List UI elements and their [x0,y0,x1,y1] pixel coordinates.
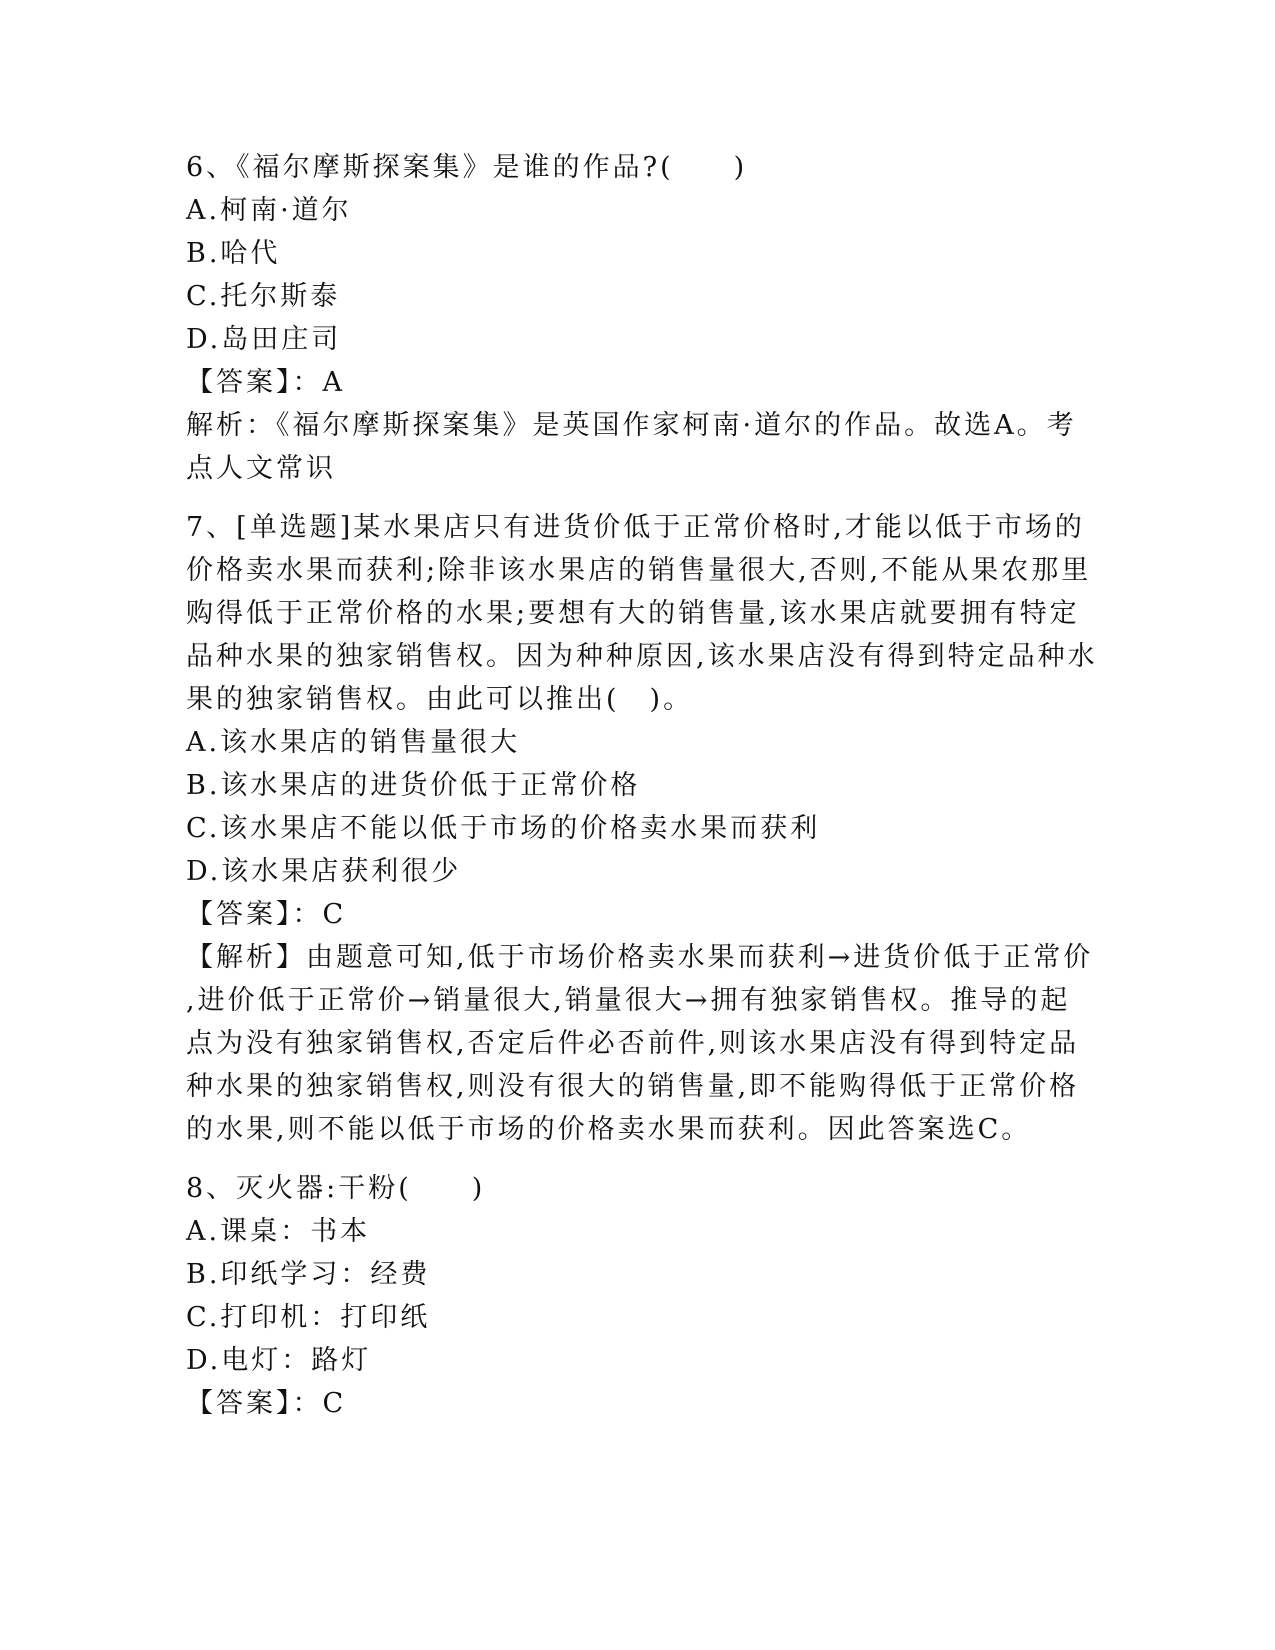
document-page [186,146,1098,1425]
answer: 【答案】：C [186,899,347,930]
option-c: C.该水果店不能以低于市场的价格卖水果而获利 [186,813,821,844]
question-stem-line: 价格卖水果而获利;除非该水果店的销售量很大,否则,不能从果农那里 [186,555,1092,586]
option-c: C.托尔斯泰 [186,281,341,312]
question-stem-line: 果的独家销售权。由此可以推出( )。 [186,684,694,715]
question-stem-line: 品种水果的独家销售权。因为种种原因,该水果店没有得到特定品种水 [186,641,1098,672]
option-a: A.该水果店的销售量很大 [186,727,521,758]
analysis-line: 点为没有独家销售权,否定后件必否前件,则该水果店没有得到特定品 [186,1028,1080,1059]
question-7 [186,506,1098,1151]
question-6 [186,146,1086,490]
option-a: A.柯南·道尔 [186,195,352,226]
option-b: B.该水果店的进货价低于正常价格 [186,770,641,801]
option-b: B.哈代 [186,238,281,269]
question-stem: 6、《福尔摩斯探案集》是谁的作品?( ) [186,152,748,183]
question-8 [186,1167,1086,1425]
analysis-line: 解析：《福尔摩斯探案集》是英国作家柯南·道尔的作品。故选A。考 [186,410,1077,441]
question-stem: 8、灭火器:干粉( ) [186,1173,486,1204]
analysis-line: 点人文常识 [186,453,336,484]
analysis-line: 的水果,则不能以低于市场的价格卖水果而获利。因此答案选C。 [186,1114,1032,1145]
analysis-line: 【解析】由题意可知,低于市场价格卖水果而获利→进货价低于正常价 [186,942,1094,973]
option-c: C.打印机：打印纸 [186,1302,431,1333]
option-a: A.课桌：书本 [186,1216,371,1247]
option-d: D.岛田庄司 [186,324,342,355]
answer: 【答案】：C [186,1388,347,1419]
question-stem-line: 购得低于正常价格的水果;要想有大的销售量,该水果店就要拥有特定 [186,598,1080,629]
question-stem-line: 7、[单选题]某水果店只有进货价低于正常价格时,才能以低于市场的 [186,512,1085,543]
analysis-line: ,进价低于正常价→销量很大,销量很大→拥有独家销售权。推导的起 [186,985,1071,1016]
option-d: D.电灯：路灯 [186,1345,372,1376]
option-d: D.该水果店获利很少 [186,856,462,887]
answer: 【答案】：A [186,367,345,398]
option-b: B.印纸学习：经费 [186,1259,431,1290]
analysis-line: 种水果的独家销售权,则没有很大的销售量,即不能购得低于正常价格 [186,1071,1080,1102]
